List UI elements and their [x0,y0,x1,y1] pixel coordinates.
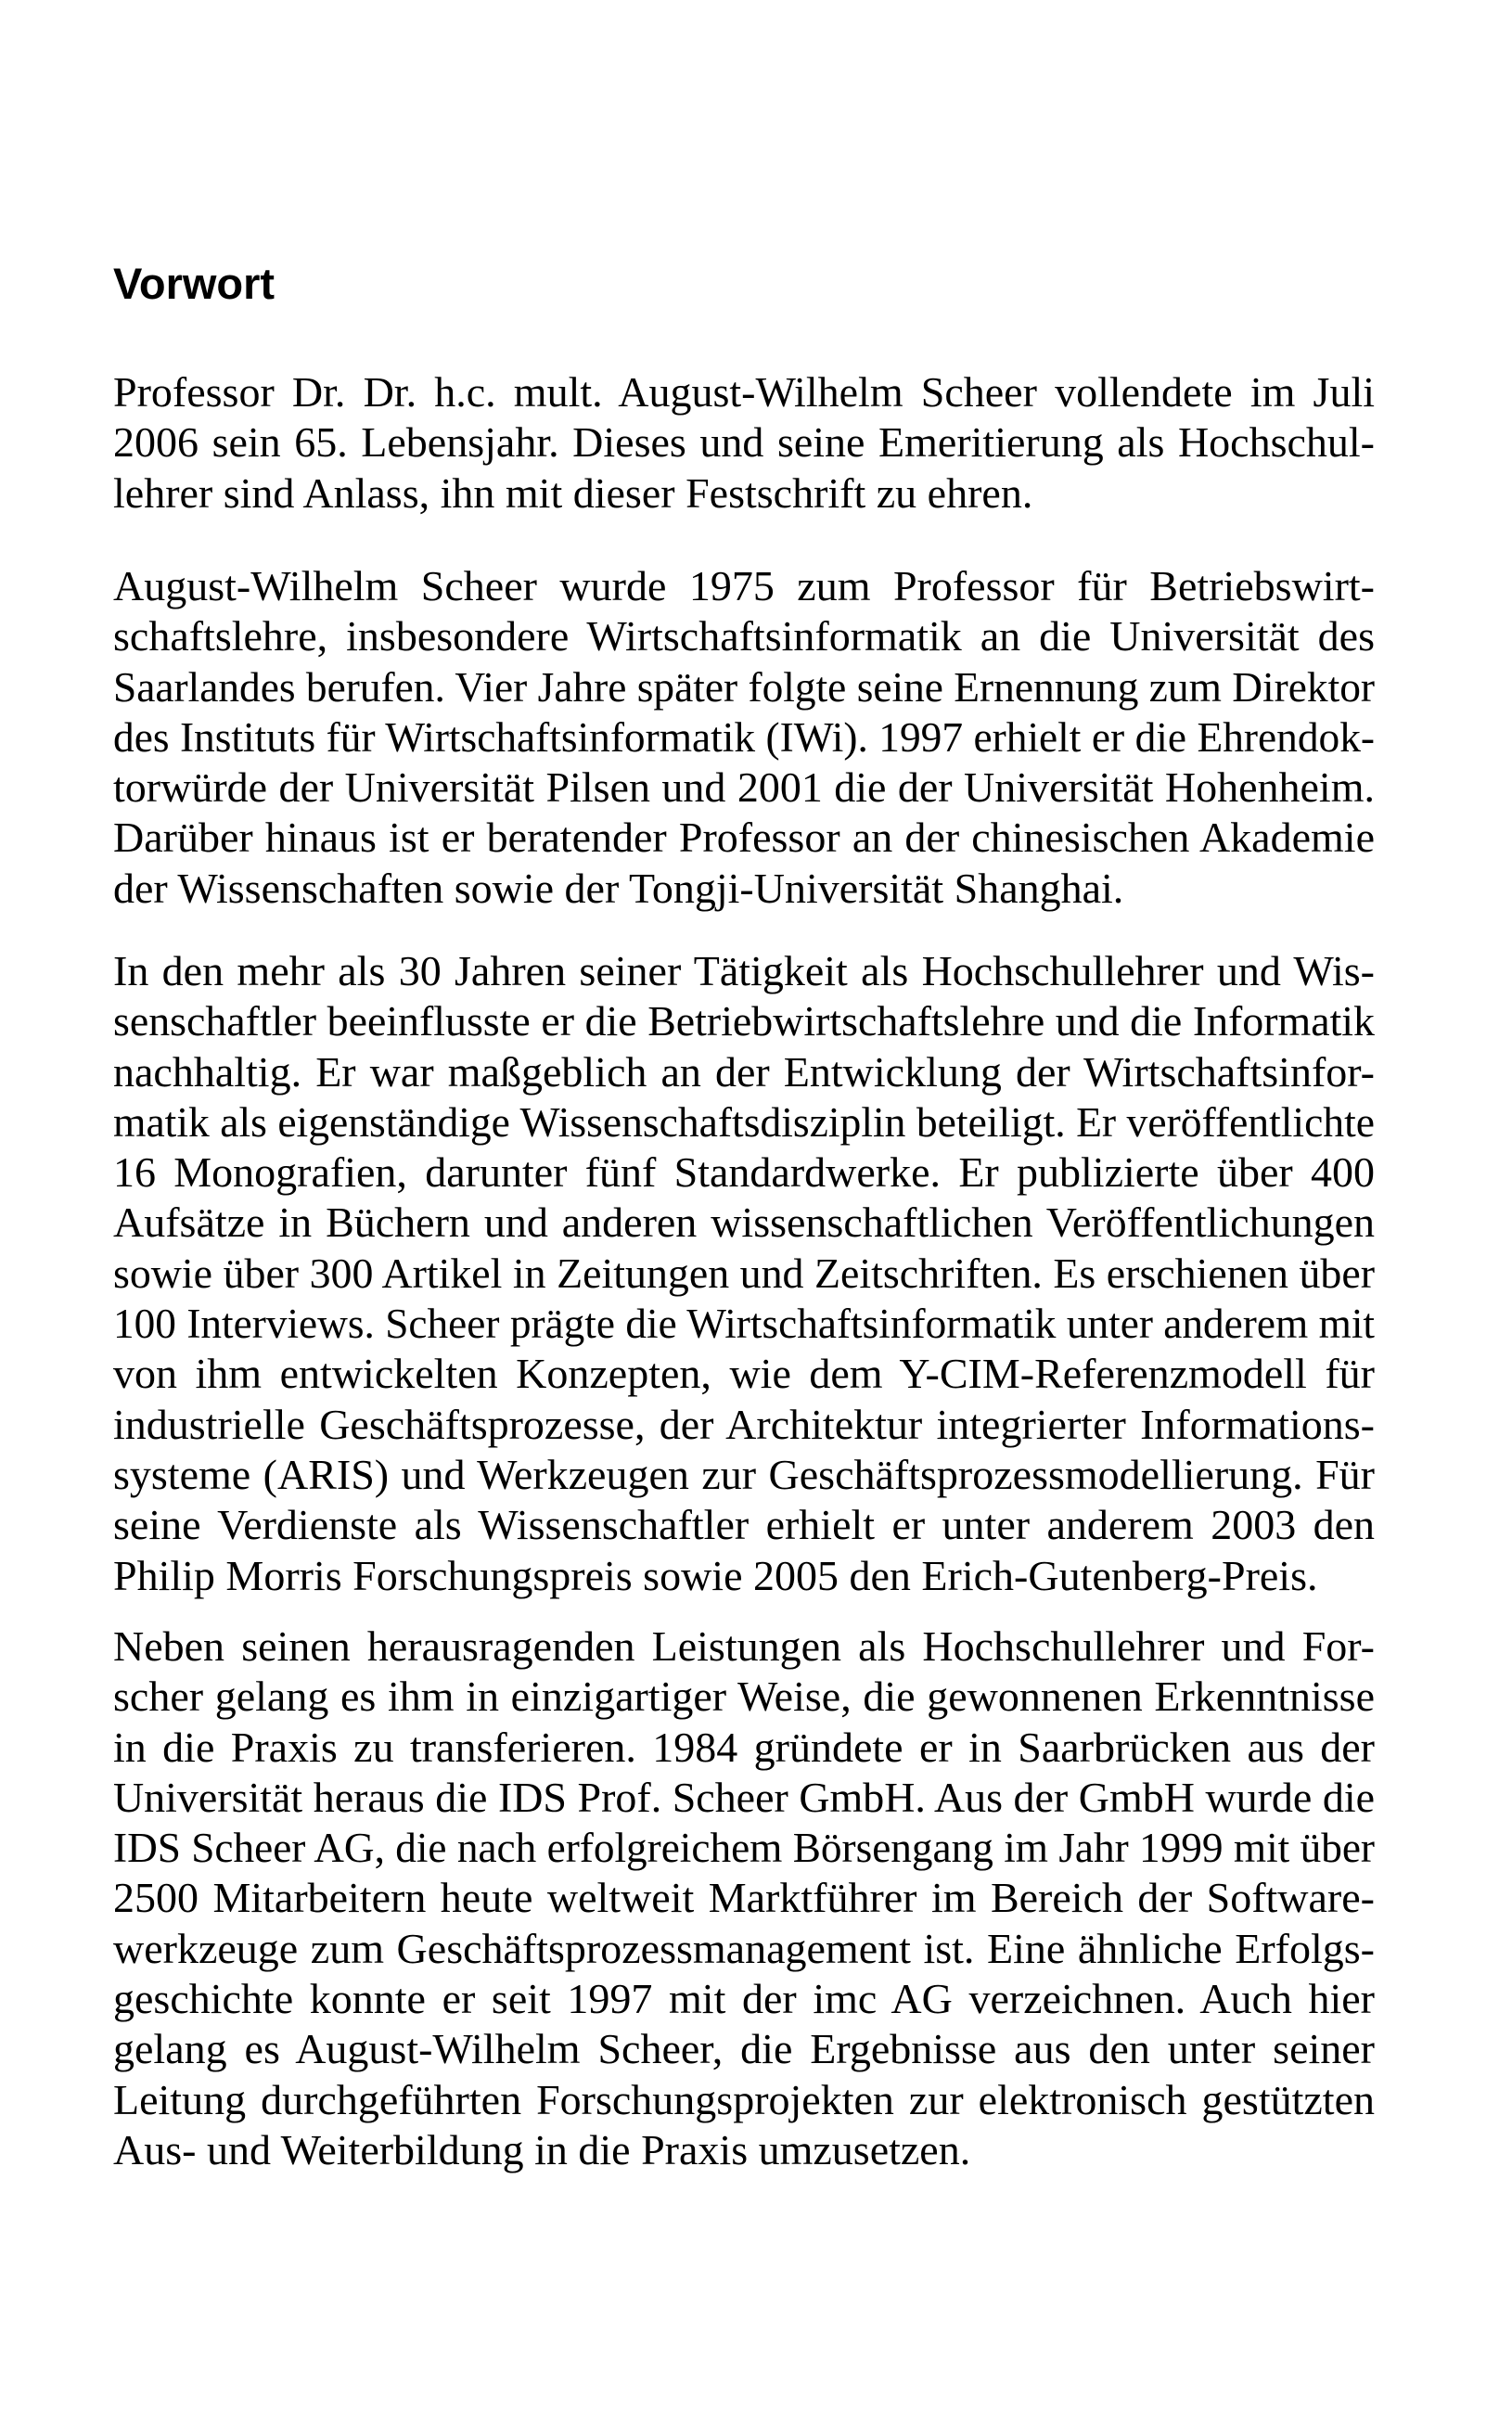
page-title: Vorwort [113,259,275,308]
text-line: werkzeuge zum Geschäftsprozessmanagement ist. Eine ähnliche Erfolgs- [113,1924,1375,1972]
text-line: senschaftler beeinflusste er die Betriebwirtschaftslehre und die Informatik [113,997,1375,1045]
text-line: sowie über 300 Artikel in Zeitungen und Zeitschriften. Es erschienen über [113,1249,1375,1297]
text-line: scher gelang es ihm in einzigartiger Weise, die gewonnenen Erkenntnisse [113,1673,1375,1721]
text-line: lehrer sind Anlass, ihn mit dieser Festschrift zu ehren. [113,468,1033,517]
text-line: industrielle Geschäftsprozesse, der Architektur integrierter Informations- [113,1400,1375,1448]
text-line: Aus- und Weiterbildung in die Praxis umzusetzen. [113,2125,971,2173]
text-line: In den mehr als 30 Jahren seiner Tätigkeit als Hochschullehrer und Wis- [113,947,1375,994]
text-line: torwürde der Universität Pilsen und 2001 die der Universität Hohenheim. [113,763,1375,812]
text-line: August-Wilhelm Scheer wurde 1975 zum Professor für Betriebswirt- [113,562,1375,609]
text-line: in die Praxis zu transferieren. 1984 gründete er in Saarbrücken aus der [113,1723,1375,1771]
text-line: 16 Monografien, darunter fünf Standardwerke. Er publizierte über 400 [113,1148,1375,1197]
text-line: matik als eigenständige Wissenschaftsdisziplin beteiligt. Er veröffentlichte [113,1097,1375,1146]
text-line: systeme (ARIS) und Werkzeugen zur Geschäftsprozessmodellierung. Für [113,1450,1375,1498]
text-line: seine Verdienste als Wissenschaftler erhielt er unter anderem 2003 den [113,1501,1375,1549]
text-line: Philip Morris Forschungspreis sowie 2005 den Erich-Gutenberg-Preis. [113,1551,1318,1599]
text-line: 100 Interviews. Scheer prägte die Wirtschaftsinformatik unter anderem mit [113,1301,1375,1348]
text-line: Saarlandes berufen. Vier Jahre später folgte seine Ernennung zum Direktor [113,663,1375,711]
paragraph-2 [113,561,1375,914]
text-line: des Instituts für Wirtschaftsinformatik (IWi). 1997 erhielt er die Ehrendok- [113,713,1375,761]
text-line: Professor Dr. Dr. h.c. mult. August-Wilhelm Scheer vollendete im Juli [113,368,1375,416]
text-line: Neben seinen herausragenden Leistungen als Hochschullehrer und For- [113,1622,1375,1670]
text-line: 2500 Mitarbeitern heute weltweit Marktführer im Bereich der Software- [113,1874,1375,1922]
text-line: IDS Scheer AG, die nach erfolgreichem Börsengang im Jahr 1999 mit über [113,1825,1375,1872]
text-line: 2006 sein 65. Lebensjahr. Dieses und seine Emeritierung als Hochschul- [113,418,1375,467]
paragraph-3 [113,946,1375,1601]
paragraph-1 [113,367,1375,519]
text-line: der Wissenschaften sowie der Tongji-Universität Shanghai. [113,864,1124,912]
text-line: Darüber hinaus ist er beratender Professor an der chinesischen Akademie [113,814,1375,862]
text-line: gelang es August-Wilhelm Scheer, die Ergebnisse aus den unter seiner [113,2025,1375,2073]
text-line: schaftslehre, insbesondere Wirtschaftsinformatik an die Universität des [113,612,1375,660]
text-line: Leitung durchgeführten Forschungsprojekten zur elektronisch gestützten [113,2075,1375,2123]
text-line: Aufsätze in Büchern und anderen wissenschaftlichen Veröffentlichungen [113,1199,1375,1247]
text-line: geschichte konnte er seit 1997 mit der imc AG verzeichnen. Auch hier [113,1975,1375,2023]
text-line: Universität heraus die IDS Prof. Scheer GmbH. Aus der GmbH wurde die [113,1773,1375,1821]
text-line: nachhaltig. Er war maßgeblich an der Entwicklung der Wirtschaftsinfor- [113,1047,1375,1096]
text-line: von ihm entwickelten Konzepten, wie dem Y-CIM-Referenzmodell für [113,1350,1375,1398]
paragraph-4 [113,1622,1375,2175]
